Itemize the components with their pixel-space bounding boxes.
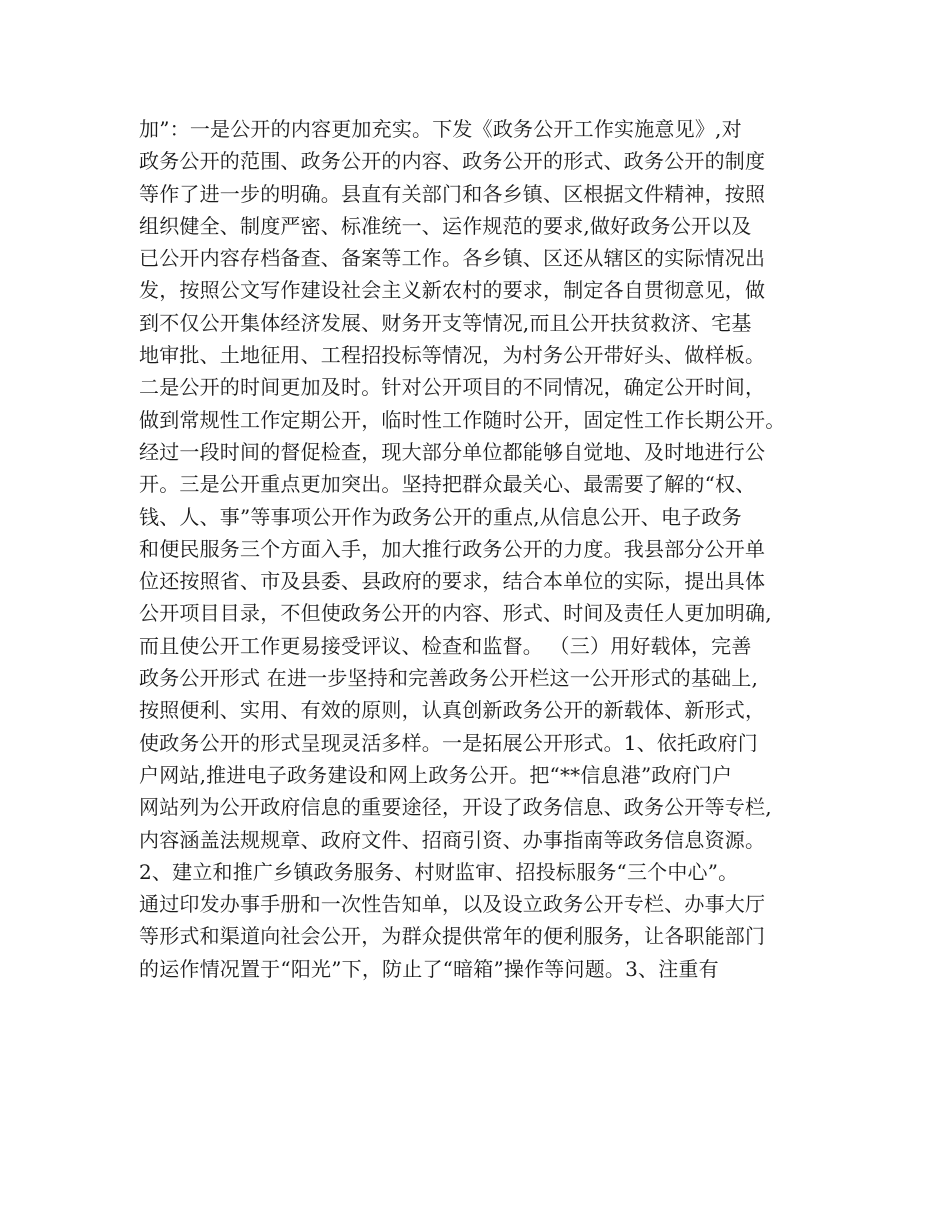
- text-line: 等作了进一步的明确。县直有关部门和各乡镇、区根据文件精神，按照: [139, 181, 766, 206]
- text-line: 发，按照公文写作建设社会主义新农村的要求，制定各自贯彻意见，做: [139, 278, 766, 303]
- text-line: 而且使公开工作更易接受评议、检查和监督。 （三）用好载体，完善: [139, 633, 752, 658]
- text-line: 按照便利、实用、有效的原则，认真创新政务公开的新载体、新形式，: [139, 698, 766, 723]
- text-line: 加”：一是公开的内容更加充实。下发《政务公开工作实施意见》,对: [139, 117, 742, 141]
- text-line: 已公开内容存档备查、备案等工作。各乡镇、区还从辖区的实际情况出: [139, 246, 766, 271]
- text-line: 通过印发办事手册和一次性告知单，以及设立政务公开专栏、办事大厅: [139, 892, 766, 917]
- text-line: 组织健全、制度严密、标准统一、运作规范的要求,做好政务公开以及: [139, 213, 752, 238]
- text-line: 等形式和渠道向社会公开，为群众提供常年的便利服务，让各职能部门: [139, 924, 766, 949]
- text-line: 地审批、土地征用、工程招投标等情况，为村务公开带好头、做样板。: [139, 343, 766, 368]
- text-line: 政务公开的范围、政务公开的内容、政务公开的形式、政务公开的制度: [139, 149, 766, 174]
- text-line: 经过一段时间的督促检查，现大部分单位都能够自觉地、及时地进行公: [139, 439, 766, 464]
- text-line: 政务公开形式 在进一步坚持和完善政务公开栏这一公开形式的基础上,: [139, 666, 759, 691]
- text-line: 使政务公开的形式呈现灵活多样。一是拓展公开形式。1、依托政府门: [139, 730, 758, 755]
- text-line: 钱、人、事”等事项公开作为政务公开的重点,从信息公开、电子政务: [139, 504, 742, 529]
- text-line: 内容涵盖法规规章、政府文件、招商引资、办事指南等政务信息资源。: [139, 827, 766, 852]
- text-line: 公开项目目录，不但使政务公开的内容、形式、时间及责任人更加明确,: [139, 601, 772, 626]
- text-line: 的运作情况置于“阳光”下，防止了“暗箱”操作等问题。3、注重有: [139, 956, 719, 981]
- text-line: 2、建立和推广乡镇政务服务、村财监审、招投标服务“三个中心”。: [139, 859, 739, 884]
- text-line: 做到常规性工作定期公开，临时性工作随时公开，固定性工作长期公开。: [139, 407, 786, 432]
- text-line: 网站列为公开政府信息的重要途径，开设了政务信息、政务公开等专栏,: [139, 795, 772, 820]
- body-text: [139, 113, 829, 985]
- text-line: 户网站,推进电子政务建设和网上政务公开。把“**信息港”政府门户: [139, 762, 733, 787]
- text-line: 和便民服务三个方面入手，加大推行政务公开的力度。我县部分公开单: [139, 536, 766, 561]
- text-line: 位还按照省、市及县委、县政府的要求，结合本单位的实际，提出具体: [139, 569, 766, 594]
- text-line: 到不仅公开集体经济发展、财务开支等情况,而且公开扶贫救济、宅基: [139, 310, 752, 335]
- text-line: 二是公开的时间更加及时。针对公开项目的不同情况，确定公开时间，: [139, 375, 766, 400]
- text-line: 开。三是公开重点更加突出。坚持把群众最关心、最需要了解的“权、: [139, 472, 756, 497]
